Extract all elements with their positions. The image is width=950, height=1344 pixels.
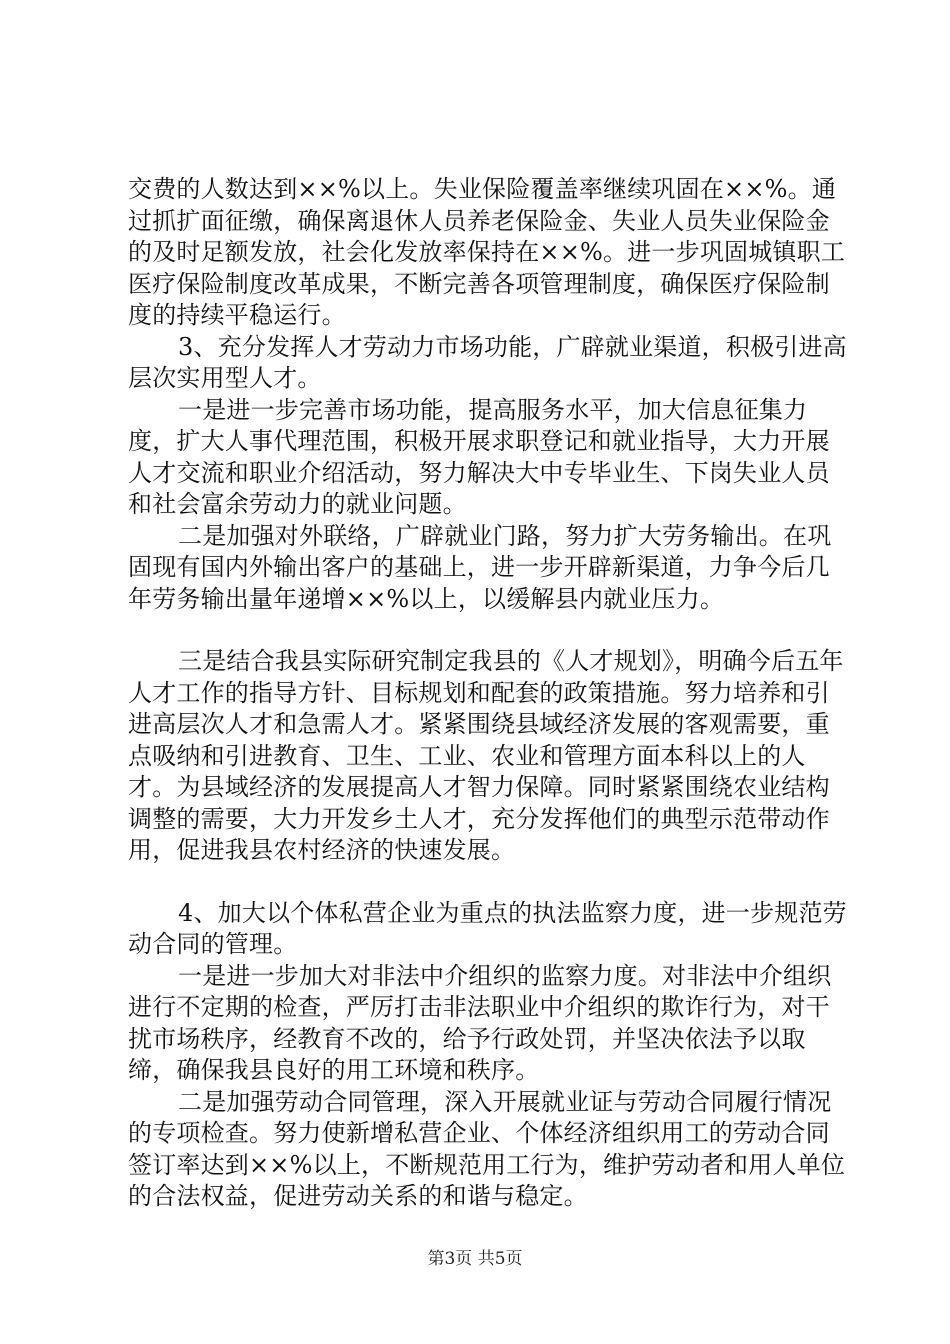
paragraph-heading-4: 4、加大以个体私营企业为重点的执法监察力度，进一步规范劳动合同的管理。	[128, 898, 847, 958]
paragraph-item-4-1: 一是进一步加大对非法中介组织的监察力度。对非法中介组织进行不定期的检查，严厉打击非法职业中介组织的欺诈行为，对干扰市场秩序，经教育不改的，给予行政处罚，并坚决依法予以取缔，确保我县良好的用工环境和秩序。	[128, 961, 832, 1084]
paragraph-item-2: 二是加强对外联络，广辟就业门路，努力扩大劳务输出。在巩固现有国内外输出客户的基础上，进一步开辟新渠道，力争今后几年劳务输出量年递增××%以上，以缓解县内就业压力。	[128, 521, 832, 613]
paragraph-item-1: 一是进一步完善市场功能，提高服务水平，加大信息征集力度，扩大人事代理范围，积极开展求职登记和就业指导，大力开展人才交流和职业介绍活动，努力解决大中专毕业生、下岗失业人员和社会富余劳动力的就业问题。	[128, 395, 830, 518]
page-number-footer: 第3页 共5页	[427, 1249, 523, 1269]
document-body	[128, 174, 848, 1213]
paragraph-heading-3: 3、充分发挥人才劳动力市场功能，广辟就业渠道，积极引进高层次实用型人才。	[128, 332, 847, 392]
paragraph-item-4-2: 二是加强劳动合同管理，深入开展就业证与劳动合同履行情况的专项检查。努力使新增私营企业、个体经济组织用工的劳动合同签订率达到××%以上，不断规范用工行为，维护劳动者和用人单位的合法权益，促进劳动关系的和谐与稳定。	[128, 1087, 846, 1210]
paragraph-insurance: 交费的人数达到××%以上。失业保险覆盖率继续巩固在××%。通过抓扩面征缴，确保离退休人员养老保险金、失业人员失业保险金的及时足额发放，社会化发放率保持在××%。进一步巩固城镇职工医疗保险制度改革成果，不断完善各项管理制度，确保医疗保险制度的持续平稳运行。	[128, 175, 846, 329]
paragraph-item-3: 三是结合我县实际研究制定我县的《人才规划》，明确今后五年人才工作的指导方针、目标规划和配套的政策措施。努力培养和引进高层次人才和急需人才。紧紧围绕县域经济发展的客观需要，重点吸纳和引进教育、卫生、工业、农业和管理方面本科以上的人才。为县域经济的发展提高人才智力保障。同时紧紧围绕农业结构调整的需要，大力开发乡土人才，充分发挥他们的典型示范带动作用，促进我县农村经济的快速发展。	[128, 647, 844, 864]
